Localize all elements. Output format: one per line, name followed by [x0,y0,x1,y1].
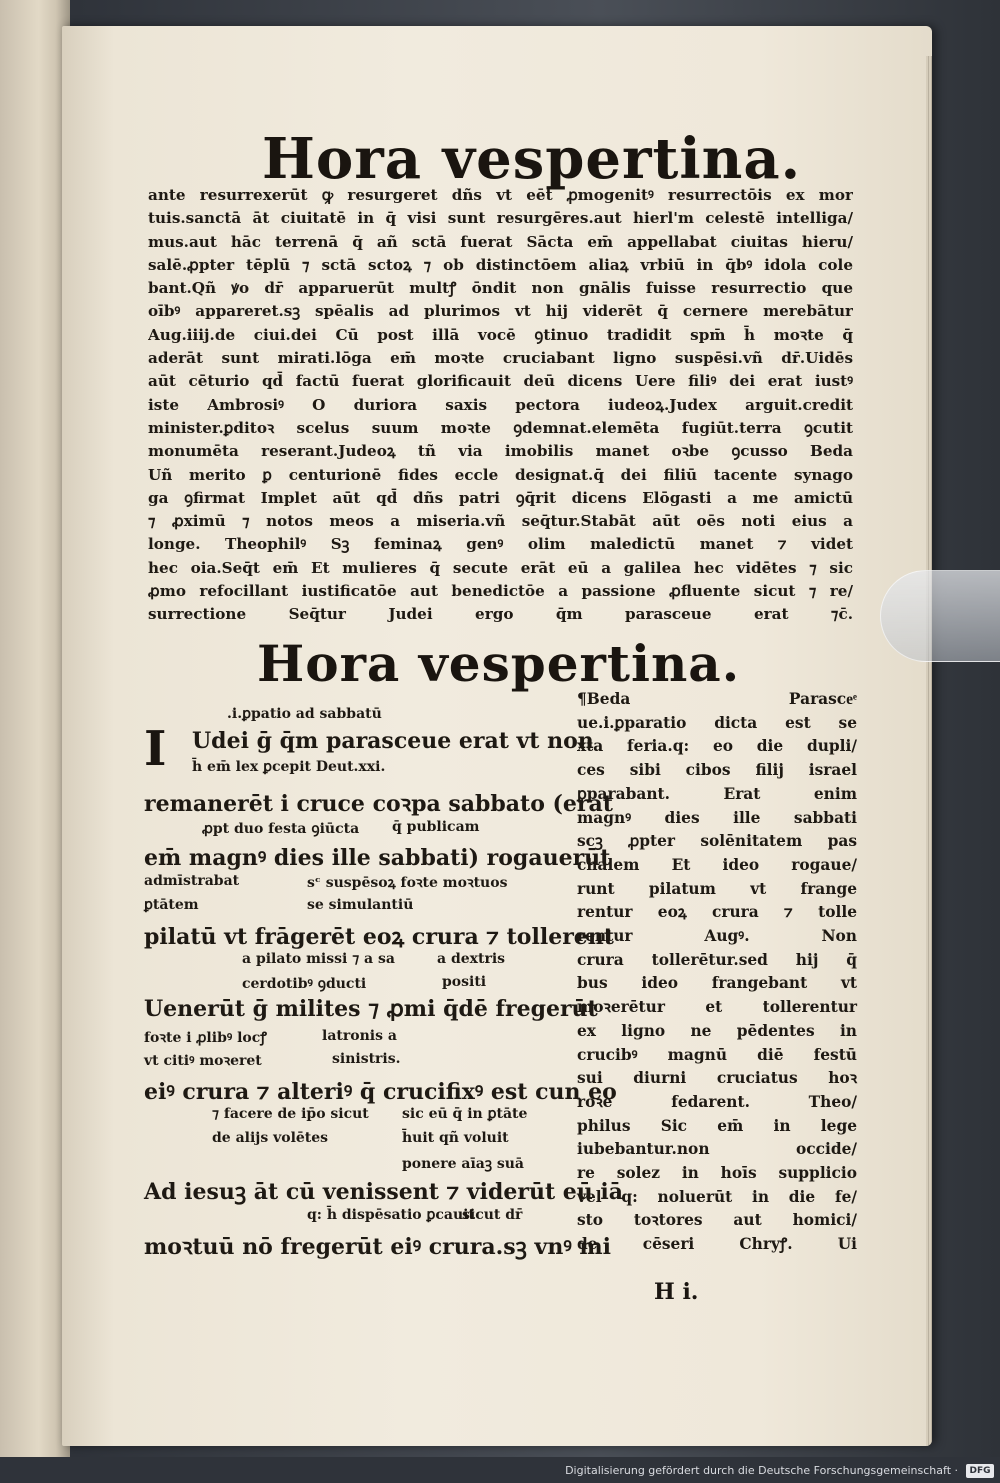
side-commentary-line: philus Sic em̄ in lege [577,1116,857,1135]
main-text-line: eiꝰ crura ⁊ alteriꝰ q̄ crucifixꝰ est cun eo [144,1079,617,1105]
bookmark-clip [880,570,1000,662]
signature-mark: H i. [654,1279,699,1305]
gloss-line: ꝓpt duo festa ꝯiūcta [202,821,360,837]
gloss-line: cerdotibꝰ ꝯducti [242,976,367,992]
side-commentary-line: runt pilatum vt frange [577,879,857,898]
gloss-line: q̄ publicam [392,819,480,835]
side-commentary-line: ꝑparabant. Erat enim [577,784,857,803]
commentary-block [148,184,853,627]
side-commentary-line: xta feria.q: eo die dupli/ [577,737,857,756]
side-commentary-line: scꝫ ꝓpter solēnitatem pas [577,832,857,851]
gloss-line: se simulantiū [307,897,414,913]
gloss-line: ponere aīaꝫ suā [402,1156,524,1172]
commentary-line: Uñ merito ꝑ centurionē fides eccle designat.q̄ dei filiū tacente synago [148,465,853,484]
commentary-line: aderāt sunt mirati.lōga em̄ moꝛte cruciabant ligno suspēsi.vñ dr̄.Uidēs [148,349,853,368]
gloss-line: vt citiꝰ moꝛeret [144,1053,262,1069]
commentary-line: ante resurrexerūt ꝙ resurgeret dñs vt eēt ꝓmogenitꝰ resurrectōis ex mor [148,186,853,204]
initial-capital: I [144,721,167,777]
side-commentary-line: ¶Beda Parasceͤ [577,690,857,708]
commentary-line: hec oia.Seq̄t em̄ Et mulieres q̄ secute erāt eū a galilea hec vidētes ⁊ sic [148,558,853,577]
commentary-line: salē.ꝓpter tēplū ⁊ sctā sctoꝝ ⁊ ob distinctōem aliaꝝ vrbiū in q̄bꝰ idola cole [148,255,853,274]
main-text-line: Ad iesuꝫ āt cū venissent ⁊ viderūt eū iā [144,1179,624,1205]
gloss-line: .i.ꝑpatio ad sabbatū [227,706,382,722]
side-commentary-line: re solez in hoīs supplicio [577,1164,857,1183]
commentary-line: mus.aut hāc terrenā q̄ añ sctā fuerat Sācta em̄ appellabat ciuitas hieru/ [148,232,853,251]
main-text-line: Udei ḡ q̄m parasceue erat vt non [192,728,594,754]
gloss-line: sᶜ suspēsoꝝ foꝛte moꝛtuos [307,875,508,891]
side-commentary-line: bus ideo frangebant vt [577,974,857,993]
side-commentary-line: ces sibi cibos filij israel [577,761,857,780]
side-commentary-line: sto toꝛtores aut homici/ [577,1211,857,1230]
side-commentary-line: rentur eoꝝ crura ⁊ tolle [577,903,857,922]
side-commentary-line: sui diurni cruciatus hoꝛ [577,1069,857,1088]
gloss-line: ꝑtātem [144,897,199,913]
gloss-line: h̄uit qñ voluit [402,1130,509,1146]
main-text-line: remanerēt i cruce coꝛpa sabbato (erat [144,791,613,817]
footer-bar [0,1457,1000,1483]
gloss-line: q: h̄ dispēsatio ꝑcauit [307,1207,475,1223]
side-commentary-line: vel q: noluerūt in die fe/ [577,1187,857,1206]
gloss-line: foꝛte i ꝓlibꝰ locꝭ [144,1030,267,1046]
footer-credit: Digitalisierung gefördert durch die Deutsche Forschungsgemeinschaft · [565,1464,958,1477]
side-commentary-line: ue.i.ꝑparatio dicta est se [577,713,857,732]
page-stack-edge [926,56,932,1446]
dfg-logo-icon: DFG [966,1464,994,1478]
side-commentary-line: iubebantur.non occide/ [577,1140,857,1159]
commentary-line: aūt cēturio qd̄ factū fuerat glorificauit deū dicens Uere filiꝰ dei erat iustꝰ [148,372,853,391]
side-commentary-line: rentur Augꝰ. Non [577,927,857,946]
side-commentary-line: magnꝰ dies ille sabbati [577,808,857,827]
main-text-line: pilatū vt frāgerēt eoꝝ crura ⁊ tollerent [144,924,614,950]
gloss-line: sicut dr̄ [462,1207,523,1223]
gloss-line: admīstrabat [144,873,240,889]
commentary-line: ꝓmo refocillant iustificatōe aut benedictōe a passione ꝓfluente sicut ⁊ re/ [148,582,853,601]
main-text-line: em̄ magnꝰ dies ille sabbati) rogauerūt [144,845,611,871]
commentary-line: monumēta reserant.Judeoꝝ tñ via imobilis manet oꝛbe ꝯcusso Beda [148,442,853,461]
gloss-line: a pilato missi ⁊ a sa [242,951,395,967]
side-commentary-line: chalem Et ideo rogaue/ [577,855,857,874]
commentary-line: tuis.sanctā āt ciuitatē in q̄ visi sunt resurgēres.aut hierl'm celestē intelliga/ [148,209,853,228]
gloss-line: ⁊ facere de ip̄o sicut [212,1106,369,1122]
commentary-line: minister.ꝑditoꝛ scelus suum moꝛte ꝯdemnat.elemēta fugiūt.terra ꝯcutit [148,418,853,437]
commentary-line: bant.Qñ ꝟo dr̄ apparuerūt multꝭ ōndit non gnālis fuisse resurrectio que [148,279,853,298]
commentary-line: iste Ambrosiꝰ O duriora saxis pectora iudeoꝝ.Judex arguit.credit [148,395,853,414]
gloss-line: sic eū q̄ in ꝑtāte [402,1106,528,1122]
side-commentary-column [577,688,857,1257]
main-text-line: moꝛtuū nō fregerūt eiꝰ crura.sꝫ vnꝰ mi [144,1234,612,1260]
side-commentary-line: crucibꝰ magnū diē festū [577,1045,857,1064]
side-commentary-line: roꝛe fedarent. Theo/ [577,1092,857,1111]
gloss-line: a dextris [437,951,506,967]
gloss-line: latronis a [322,1028,397,1044]
gloss-line: h̄ em̄ lex ꝑcepit Deut.xxi. [192,759,386,775]
facing-page-edge [0,0,70,1483]
main-text-line: Uenerūt ḡ milites ⁊ ꝓmi q̄dē fregerūt [144,996,598,1022]
commentary-line: ⁊ ꝓximū ⁊ notos meos a miseria.vñ seq̄tur.Stabāt aūt oēs noti eius a [148,512,853,531]
commentary-line: surrectione Seq̄tur Judei ergo q̄m parasceue erat ⁊c̄. [148,605,853,624]
side-commentary-line: ex ligno ne pēdentes in [577,1021,857,1040]
gloss-line: positi [442,974,487,990]
book-page [62,26,932,1446]
gloss-line: sinistris. [332,1051,401,1067]
commentary-line: longe. Theophilꝰ Sꝫ feminaꝝ genꝰ olim maledictū manet ⁊ videt [148,535,853,554]
side-commentary-line: moꝛerētur et tollerentur [577,998,857,1017]
commentary-line: Aug.iiij.de ciui.dei Cū post illā vocē ꝯtinuo tradidit spm̄ h̄ moꝛte q̄ [148,325,853,344]
side-commentary-line: de cēseri Chryꝭ. Ui [577,1235,857,1254]
side-commentary-line: crura tollerētur.sed hij q̄ [577,950,857,969]
heading-hora-vespertina-top: Hora vespertina. [262,126,802,192]
commentary-line: ga ꝯfirmat Implet aūt qd̄ dñs patri ꝯq̄rit dicens Elōgasti a me amictū [148,488,853,507]
gloss-line: de alijs volētes [212,1130,329,1146]
commentary-line: oībꝰ appareret.sꝫ spēalis ad plurimos vt hij viderēt q̄ cernere merebātur [148,302,853,321]
heading-hora-vespertina-second: Hora vespertina. [257,634,741,693]
